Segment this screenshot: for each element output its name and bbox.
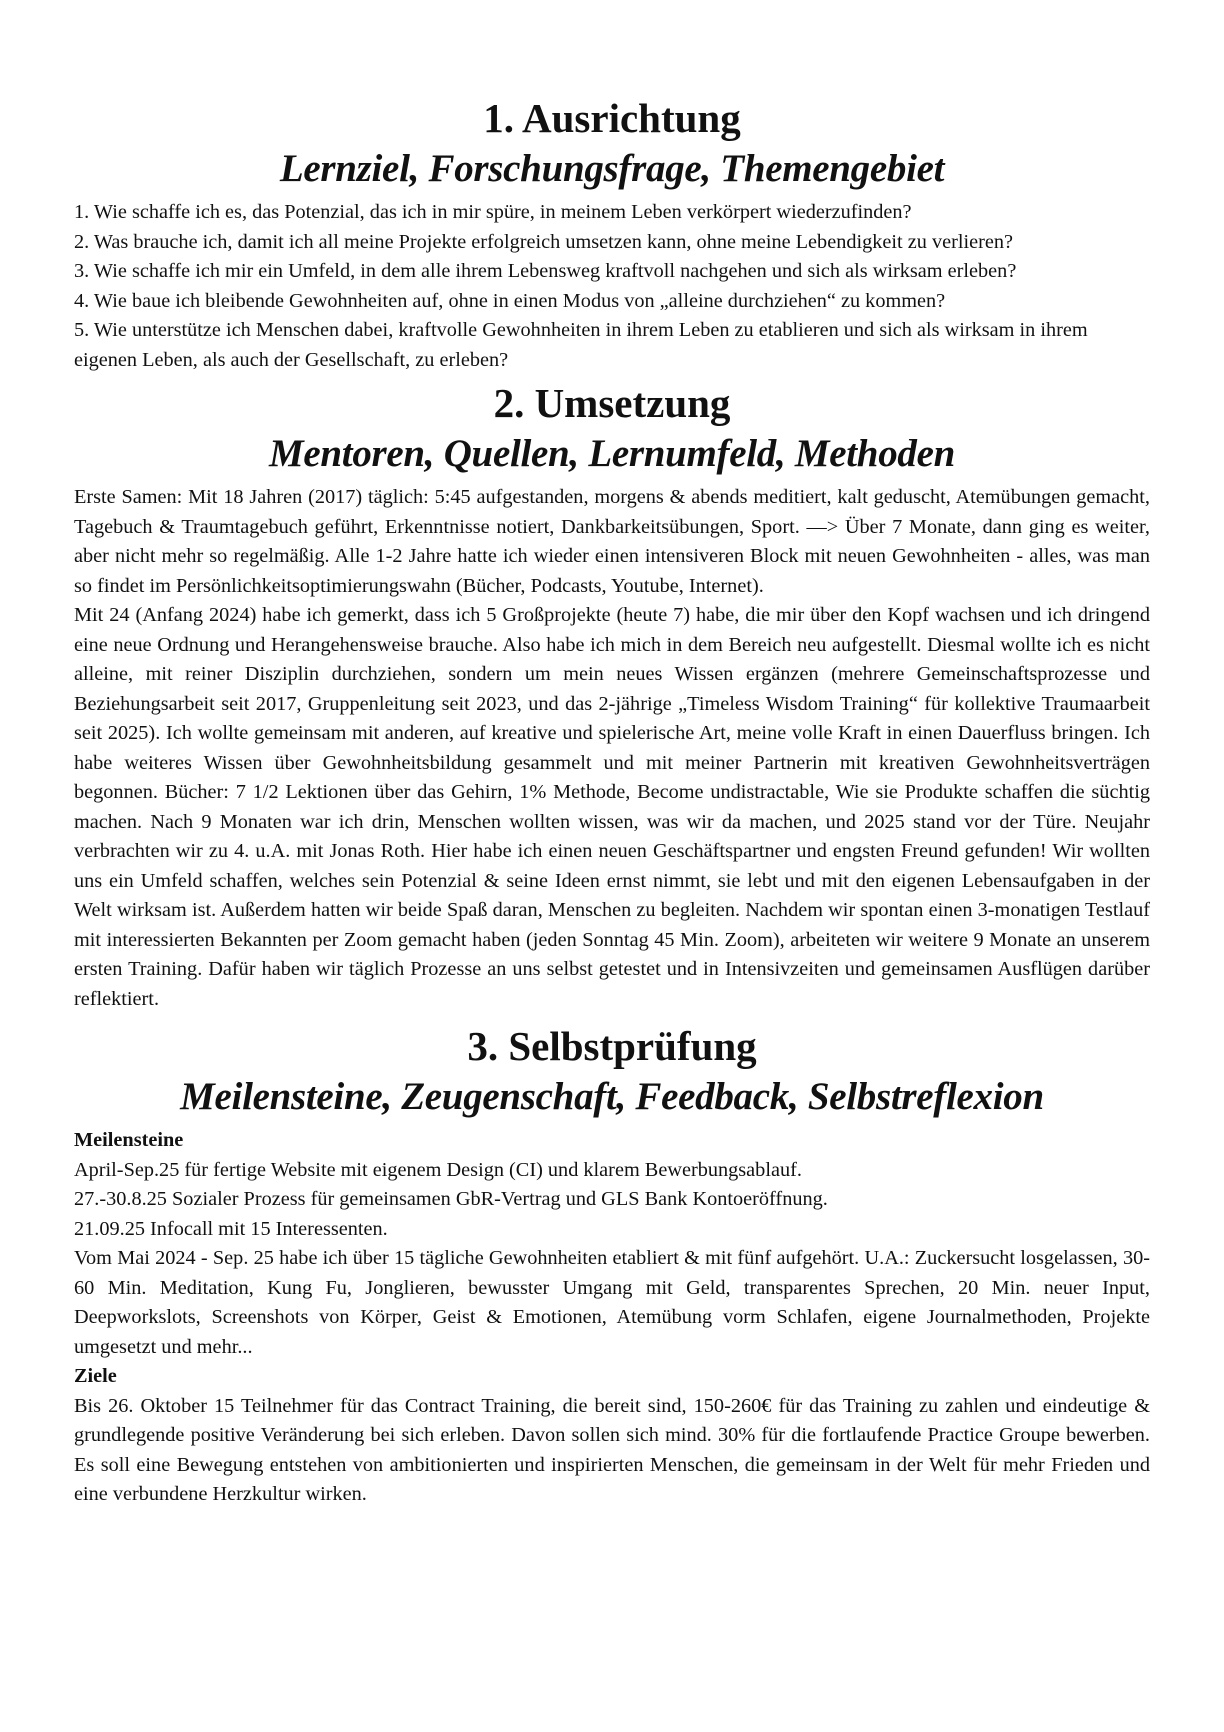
- milestone-3: 21.09.25 Infocall mit 15 Interessenten.: [74, 1217, 388, 1240]
- question-1: 1. Wie schaffe ich es, das Potenzial, das ich in mir spüre, in meinem Leben verkörpert wiederzufinden?: [74, 201, 912, 223]
- section-ausrichtung: [74, 92, 1150, 375]
- paragraph-erste-samen: Erste Samen: Mit 18 Jahren (2017) täglich: 5:45 aufgestanden, morgens & abends meditiert, kalt geduscht, Atemübungen gemacht, Tagebuch & Traumtagebuch geführt, Erkenntnisse notiert, Dankbarkeitsübungen, Sport. —> Über 7 Monate, dann ging es weiter, aber nicht mehr so regelmäßig. Alle 1-2 Jahre hatte ich wieder einen intensiveren Block mit neuen Gewohnheiten - alles, was man so findet im Persönlichkeitsoptimierungswahn (Bücher, Podcasts, Youtube, Internet).: [74, 486, 1150, 597]
- milestone-2: 27.-30.8.25 Sozialer Prozess für gemeinsamen GbR-Vertrag und GLS Bank Kontoeröffnung.: [74, 1188, 828, 1210]
- milestone-1: April-Sep.25 für fertige Website mit eigenem Design (CI) und klarem Bewerbungsablauf.: [74, 1158, 802, 1181]
- section-umsetzung: [74, 377, 1150, 1014]
- question-list: [74, 198, 1150, 375]
- question-5: 5. Wie unterstütze ich Menschen dabei, kraftvolle Gewohnheiten in ihrem Leben zu etablieren und sich als wirksam in ihrem eigenen Leben, als auch der Gesellschaft, zu erleben?: [74, 319, 1088, 371]
- section-3-subtitle: Meilensteine, Zeugenschaft, Feedback, Selbstreflexion: [180, 1075, 1044, 1118]
- section-selbstpruefung: [74, 1020, 1150, 1510]
- question-3: 3. Wie schaffe ich mir ein Umfeld, in dem alle ihrem Lebensweg kraftvoll nachgehen und sich als wirksam erleben?: [74, 260, 1017, 282]
- document-page: [74, 92, 1150, 1510]
- goals-label: Ziele: [74, 1365, 117, 1387]
- section-2-title: 2. Umsetzung: [493, 380, 731, 426]
- paragraph-mit-24: Mit 24 (Anfang 2024) habe ich gemerkt, dass ich 5 Großprojekte (heute 7) habe, die mir über den Kopf wachsen und ich dringend eine neue Ordnung und Herangehensweise brauche. Also habe ich mich in dem Bereich neu aufgestellt. Diesmal wollte ich es nicht alleine, mit reiner Disziplin durchziehen, sondern um mein neues Wissen ergänzen (mehrere Gemeinschaftsprozesse und Beziehungsarbeit seit 2017, Gruppenleitung seit 2023, und das 2-jährige „Timeless Wisdom Training“ für kollektive Traumaarbeit seit 2025). Ich wollte gemeinsam mit anderen, auf kreative und spielerische Art, meine volle Kraft in einen Dauerfluss bringen. Ich habe weiteres Wissen über Gewohnheitsbildung gesammelt und mit meiner Partnerin mit kreativen Gewohnheitsverträgen begonnen. Bücher: 7 1/2 Lektionen über das Gehirn, 1% Methode, Become undistractable, Wie sie Produkte schaffen die süchtig machen. Nach 9 Monaten war ich drin, Menschen wollten wissen, was wir da machen, und 2025 stand vor der Türe. Neujahr verbrachten wir zu 4. u.A. mit Jonas Roth. Hier habe ich einen neuen Geschäftspartner und engsten Freund gefunden! Wir wollten uns ein Umfeld schaffen, welches sein Potenzial & seine Ideen ernst nimmt, sie lebt und mit den eigenen Lebensaufgaben in der Welt wirksam ist. Außerdem hatten wir beide Spaß daran, Menschen zu begleiten. Nachdem wir spontan einen 3-monatigen Testlauf mit interessierten Bekannten per Zoom gemacht haben (jeden Sonntag 45 Min. Zoom), arbeiteten wir weitere 9 Monate an unserem ersten Training. Dafür haben wir täglich Prozesse an uns selbst getestet und in Intensivzeiten und gemeinsamen Ausflügen darüber reflektiert.: [74, 604, 1150, 1010]
- goals-paragraph: Bis 26. Oktober 15 Teilnehmer für das Contract Training, die bereit sind, 150-260€ für das Training zu zahlen und eindeutige & grundlegende positive Veränderung bei sich erleben. Davon sollen sich mind. 30% für die fortlaufende Practice Groupe bewerben. Es soll eine Bewegung entstehen von ambitionierten und inspirierten Menschen, die gemeinsam in der Welt für mehr Frieden und eine verbundene Herzkultur wirken.: [74, 1394, 1150, 1505]
- question-4: 4. Wie baue ich bleibende Gewohnheiten auf, ohne in einen Modus von „alleine durchziehen“ zu kommen?: [74, 289, 946, 312]
- milestones-label: Meilensteine: [74, 1129, 184, 1151]
- section-1-title: 1. Ausrichtung: [483, 95, 741, 141]
- section-2-subtitle: Mentoren, Quellen, Lernumfeld, Methoden: [269, 432, 955, 475]
- section-3-title: 3. Selbstprüfung: [467, 1023, 757, 1069]
- section-1-subtitle: Lernziel, Forschungsfrage, Themengebiet: [279, 147, 945, 190]
- question-2: 2. Was brauche ich, damit ich all meine Projekte erfolgreich umsetzen kann, ohne meine Lebendigkeit zu verlieren?: [74, 230, 1014, 253]
- habits-paragraph: Vom Mai 2024 - Sep. 25 habe ich über 15 tägliche Gewohnheiten etabliert & mit fünf aufgehört. U.A.: Zuckersucht losgelassen, 30-60 Min. Meditation, Kung Fu, Jonglieren, bewusster Umgang mit Geld, transparentes Sprechen, 20 Min. neuer Input, Deepworkslots, Screenshots von Körper, Geist & Emotionen, Atemübung vorm Schlafen, eigene Journalmethoden, Projekte umgesetzt und mehr...: [74, 1247, 1150, 1358]
